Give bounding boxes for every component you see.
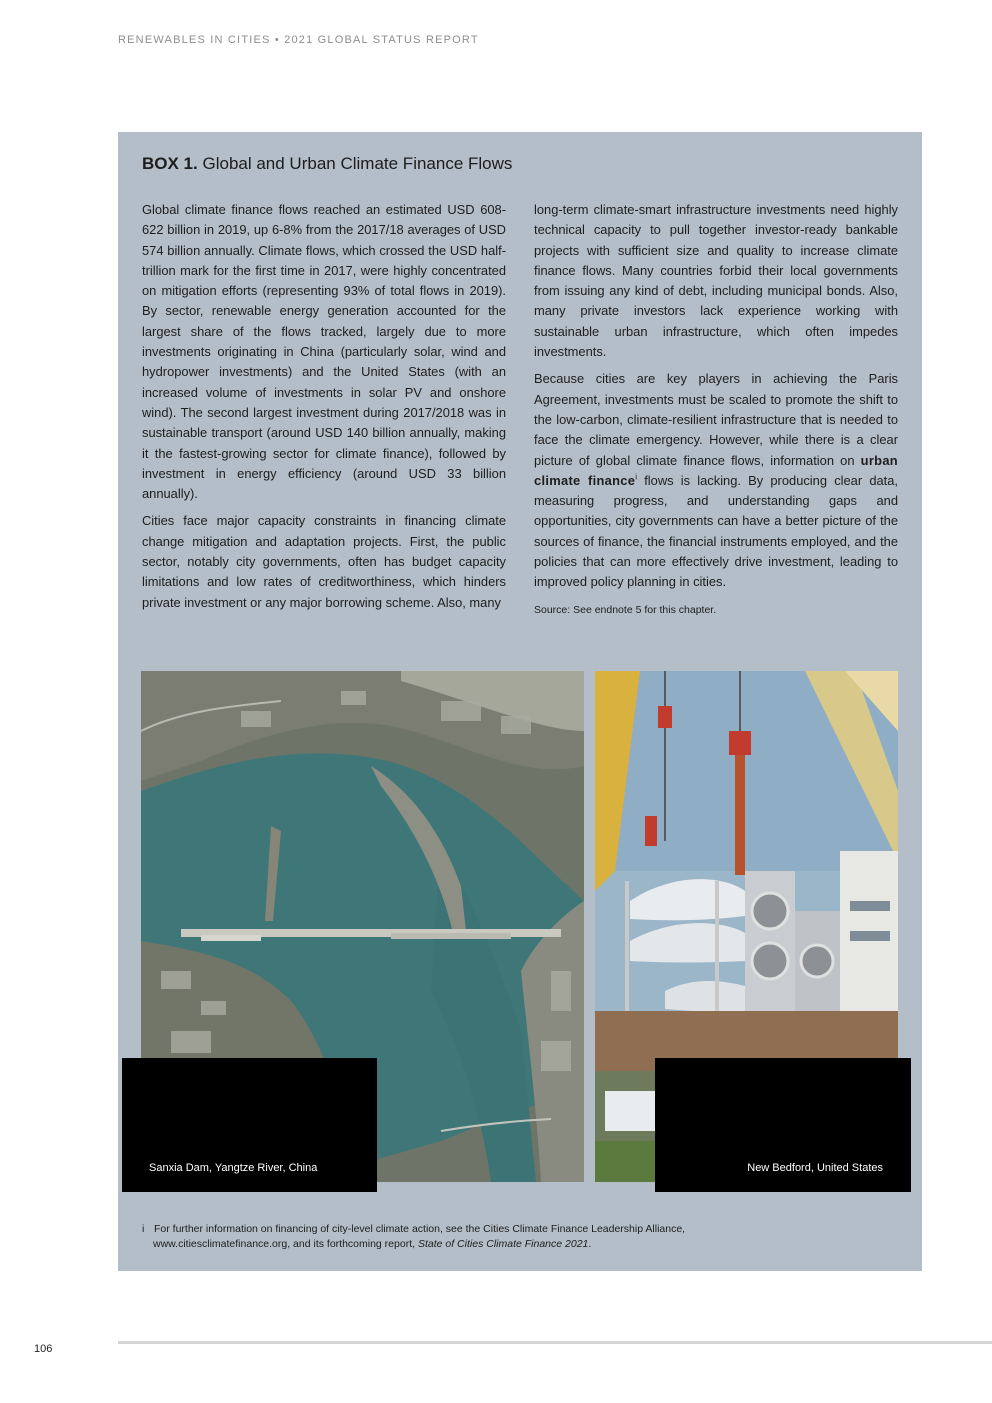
- photo-caption-left: [122, 1058, 377, 1192]
- urban-climate-finance-term: urban climate finance: [534, 452, 898, 488]
- paragraph: Cities face major capacity constraints in financing climate change mitigation and adaptation projects. First, the public sector, notably city governments, often has budget capacity limitations and low rates of creditworthiness, which hinders private investment or any major borrowing scheme. Also, many: [142, 513, 506, 610]
- footnote-ref: i: [635, 472, 638, 482]
- footnote-marker: i: [142, 1223, 145, 1235]
- paragraph: Global climate finance flows reached an estimated USD 608-622 billion in 2019, up 6-8% from the 2017/18 averages of USD 574 billion annually. Climate flows, which crossed the USD half-trillion mark for the first time in 2017, were highly concentrated on mitigation efforts (representing 93% of total flows in 2019). By sector, renewable energy generation accounted for the largest share of the flows tracked, largely due to more investments originating in China (particularly solar, wind and hydropower investments) and the United States (with an increased volume of investments in solar PV and onshore wind). The second largest investment during 2017/2018 was in sustainable transport (around USD 140 billion annually, making it the fastest-growing sector for climate finance), followed by investment in energy efficiency (around USD 33 billion annually).: [142, 202, 506, 502]
- footnote: [142, 1222, 882, 1252]
- box-title-text: Global and Urban Climate Finance Flows: [202, 154, 513, 173]
- footnote-text: .: [588, 1238, 592, 1250]
- page-number: 106: [34, 1343, 53, 1355]
- paragraph-text: flows is lacking. By producing clear data, measuring progress, and understanding gaps and opportunities, city governments can have a better picture of the sources of finance, the financial instruments employed, and the policies that can more effectively drive investment, leading to improved policy planning in cities.: [534, 472, 898, 590]
- left-column: [142, 200, 506, 620]
- footnote-line: [142, 1222, 882, 1237]
- footnote-link[interactable]: www.citiesclimatefinance.org, and its forthcoming report,: [153, 1238, 416, 1250]
- caption-text: New Bedford, United States: [747, 1162, 883, 1174]
- right-column: [534, 200, 898, 620]
- running-head: RENEWABLES IN CITIES • 2021 GLOBAL STATUS REPORT: [118, 34, 479, 46]
- box-title: [142, 154, 512, 174]
- photo-caption-right: [655, 1058, 911, 1192]
- footnote-text: For further information on financing of city-level climate action, see the Cities Climate Finance Leadership Alliance,: [154, 1223, 686, 1235]
- box-label: BOX 1.: [142, 154, 198, 173]
- caption-text: Sanxia Dam, Yangtze River, China: [149, 1162, 318, 1174]
- paragraph-text: Because cities are key players in achieving the Paris Agreement, investments must be scaled to promote the shift to the low-carbon, climate-resilient infrastructure that is needed to face the climate emergency. However, while there is a clear picture of global climate finance flows, information on: [534, 371, 898, 468]
- report-title: State of Cities Climate Finance 2021: [417, 1238, 589, 1250]
- footnote-line: [142, 1237, 882, 1252]
- box-1: [118, 132, 922, 1271]
- paragraph: long-term climate-smart infrastructure investments need highly technical capacity to pull together investor-ready bankable projects with sufficient size and quality to increase climate finance flows. Many countries forbid their local governments from issuing any kind of debt, including municipal bonds. Also, many private investors lack experience working with sustainable urban infrastructure, which often impedes investments.: [534, 202, 898, 360]
- bottom-rule: [118, 1341, 992, 1344]
- source-note: Source: See endnote 5 for this chapter.: [534, 603, 717, 616]
- paragraph: [534, 369, 898, 592]
